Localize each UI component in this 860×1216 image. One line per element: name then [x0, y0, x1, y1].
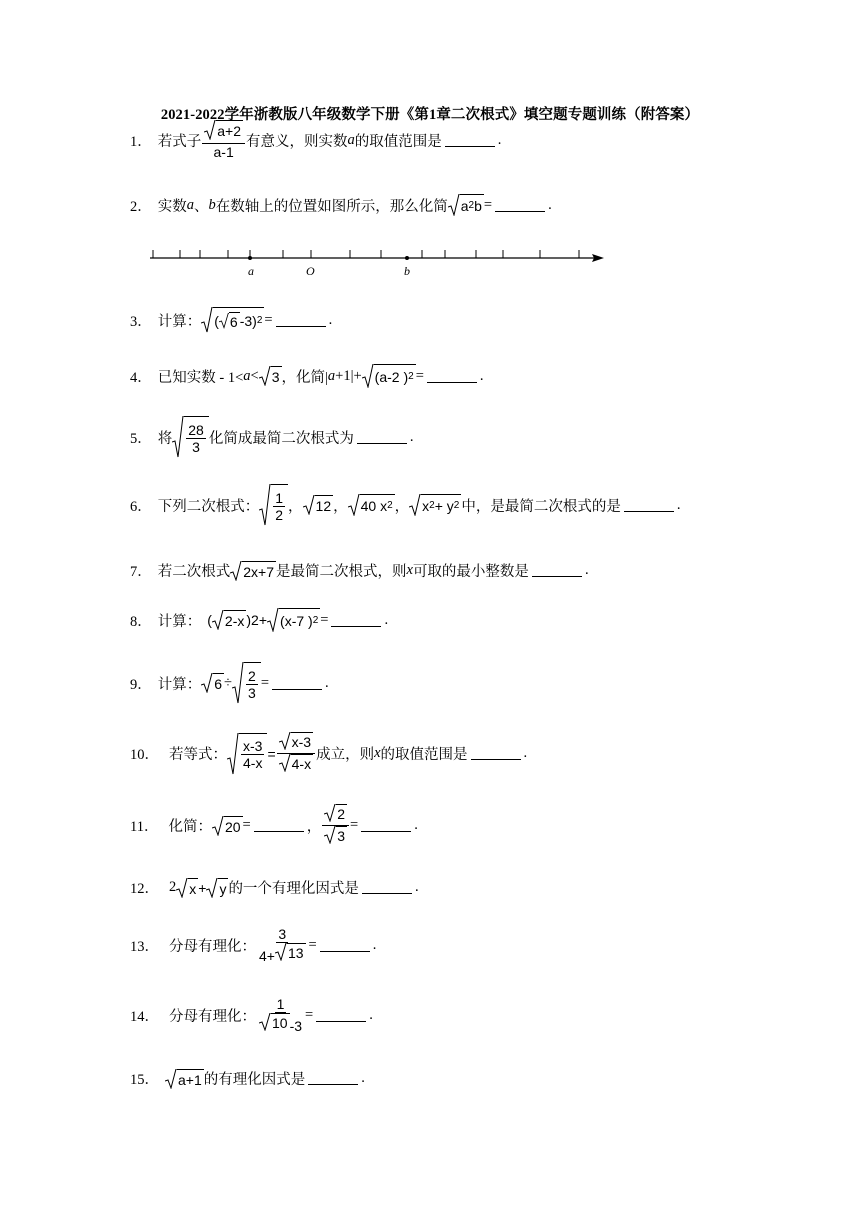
page-title: 2021-2022学年浙教版八年级数学下册《第1章二次根式》填空题专题训练（附答案） — [160, 107, 700, 123]
label-o: O — [306, 264, 315, 278]
question-10: 10． 若等式： $\frac{x-3}{4-x}$ = $\frac{x-3}{4-x}$ 成立，则 x 的取值范围是 . — [130, 732, 527, 775]
question-number: 1． — [130, 133, 152, 150]
answer-blank — [276, 314, 326, 327]
question-9: 9． 计算： 6 ÷ $\frac{2}{3}$ = . — [130, 662, 329, 704]
question-4: 4． 已知实数 - 1< a < 3 ，化简| a +1|+ (a-2 ) 2 = . — [130, 364, 484, 388]
answer-blank — [357, 431, 407, 444]
question-6: 6． 下列二次根式： $\frac{1}{2}$ ， 12 ， 40 x 2 ， x 2 + y 2 中，是最简二次根式的是 . — [130, 484, 680, 526]
answer-blank — [308, 1072, 358, 1085]
answer-blank — [331, 614, 381, 627]
radical: a 2 b — [448, 194, 484, 216]
answer-blank — [320, 939, 370, 952]
question-13: 13． 分母有理化： 3 4+ 13 = . — [130, 926, 377, 964]
point-a — [248, 256, 252, 260]
answer-blank — [624, 499, 674, 512]
fraction: $\frac{a+2}{a-1}$ — [202, 120, 245, 160]
answer-blank — [272, 677, 322, 690]
question-7: 7． 若二次根式 2x+7 是最简二次根式，则 x 可取的最小整数是 . — [130, 562, 589, 580]
question-14: 14． 分母有理化： 1 10 -3 = . — [130, 996, 373, 1034]
question-12: 12． 2 x + y 的一个有理化因式是 . — [130, 879, 419, 897]
answer-blank — [445, 134, 495, 147]
question-text: 若式子 — [157, 133, 202, 150]
question-11: 11． 化简： 20 = ， $\frac{2}{3}$ = . — [130, 806, 418, 844]
answer-blank — [427, 370, 477, 383]
answer-blank — [316, 1009, 366, 1022]
label-b: b — [404, 264, 410, 278]
question-5: 5． 将 $\frac{28}{3}$ 化简成最简二次根式为 . — [130, 416, 413, 458]
question-8: 8． 计算： ( 2-x ) 2 + (x-7 ) 2 = . — [130, 608, 388, 632]
answer-blank — [532, 564, 582, 577]
question-1: 1． 若式子 $\frac{a+2}{a-1}$ 有意义，则实数 a 的取值范围是 . — [130, 120, 501, 160]
answer-blank — [361, 819, 411, 832]
answer-blank — [362, 881, 412, 894]
number-line — [148, 245, 608, 285]
answer-blank — [495, 199, 545, 212]
question-2: 2． 实数 a 、 b 在数轴上的位置如图所示，那么化简 a 2 b = . — [130, 194, 552, 216]
label-a: a — [248, 264, 254, 278]
answer-blank — [254, 819, 304, 832]
answer-blank — [471, 747, 521, 760]
question-3: 3． 计算： ( 6 -3) 2 = . — [130, 307, 332, 333]
question-15: 15． a+1 的有理化因式是 . — [130, 1070, 365, 1088]
point-b — [405, 256, 409, 260]
